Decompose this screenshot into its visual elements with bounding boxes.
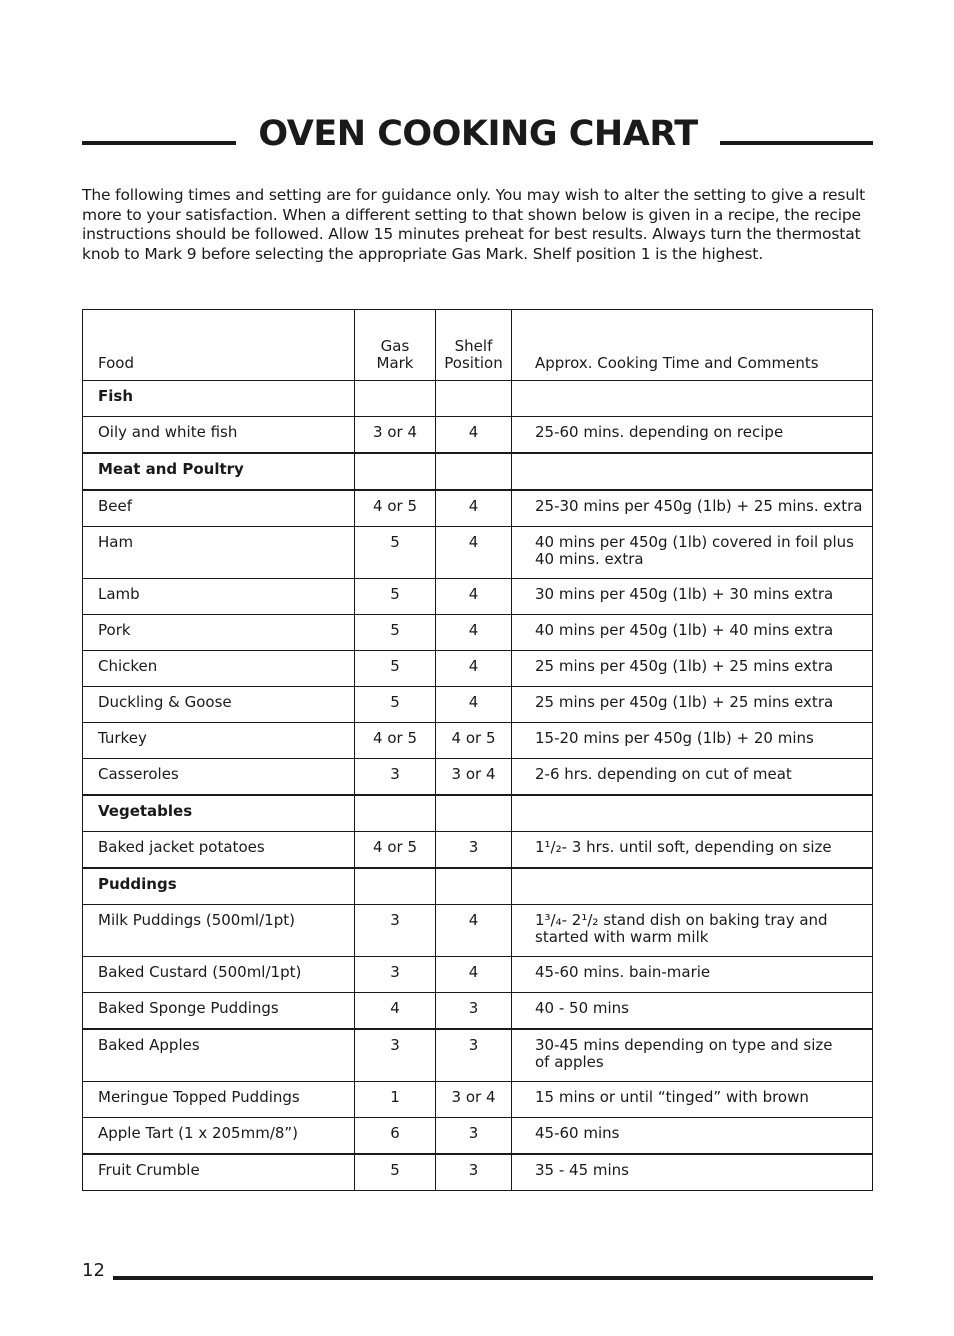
table-row: [83, 1082, 873, 1118]
food-cell: [83, 527, 355, 579]
cooking-time-cell: [512, 868, 873, 905]
shelf-position-cell: [436, 527, 512, 579]
gas-mark-cell-text: [355, 1118, 435, 1142]
gas-mark-cell-line: 1: [390, 1088, 400, 1106]
food-cell-text: [98, 1155, 354, 1179]
food-cell-line: Duckling & Goose: [98, 693, 232, 711]
cooking-time-cell-line: 35 - 45 mins: [535, 1161, 629, 1179]
cooking-time-cell: [512, 1029, 873, 1082]
cooking-time-cell-line-2: of apples: [535, 1053, 604, 1071]
gas-mark-cell-text: [355, 1030, 435, 1054]
gas-mark-cell-line: 3: [390, 911, 400, 929]
shelf-position-cell: [436, 615, 512, 651]
food-cell-text: [98, 993, 354, 1017]
table-row: [83, 615, 873, 651]
cooking-time-cell-line: 1³/₄- 2¹/₂ stand dish on baking tray and: [535, 911, 828, 929]
gas-mark-cell-line: 6: [390, 1124, 400, 1142]
shelf-position-cell: [436, 417, 512, 454]
table-row: [83, 579, 873, 615]
cooking-time-cell: [512, 527, 873, 579]
shelf-position-cell: [436, 795, 512, 832]
food-cell-text: [98, 615, 354, 639]
shelf-position-cell: [436, 1029, 512, 1082]
food-cell-text: [98, 579, 354, 603]
food-cell-line: Milk Puddings (500ml/1pt): [98, 911, 295, 929]
shelf-position-cell: [436, 1082, 512, 1118]
gas-mark-cell: [355, 832, 436, 869]
gas-mark-cell-text: [355, 491, 435, 515]
shelf-position-cell-text: [436, 796, 511, 803]
gas-mark-cell-text: [355, 905, 435, 929]
food-cell-text: [98, 651, 354, 675]
table-row: [83, 527, 873, 579]
header-gas-mark: Gas Mark: [355, 310, 436, 381]
cooking-time-cell-text: [535, 1155, 872, 1179]
cooking-time-cell: [512, 615, 873, 651]
gas-mark-cell: [355, 905, 436, 957]
shelf-position-cell-text: [436, 417, 511, 441]
section-row: [83, 868, 873, 905]
gas-mark-cell-text: [355, 759, 435, 783]
cooking-time-cell-line: 2-6 hrs. depending on cut of meat: [535, 765, 792, 783]
shelf-position-cell-line: 3: [468, 999, 479, 1017]
shelf-position-cell-line: 4: [468, 423, 479, 441]
food-cell: [83, 759, 355, 796]
shelf-position-cell-line: 4: [468, 657, 479, 675]
table-row: [83, 417, 873, 454]
food-cell-line: Baked Custard (500ml/1pt): [98, 963, 302, 981]
food-cell-text: [98, 832, 354, 856]
shelf-position-cell-text: [436, 832, 511, 856]
gas-mark-cell: [355, 527, 436, 579]
cooking-time-cell-line: 45-60 mins. bain-marie: [535, 963, 711, 981]
gas-mark-cell: [355, 957, 436, 993]
gas-mark-cell-text: [355, 417, 435, 441]
gas-mark-cell: [355, 723, 436, 759]
food-cell-line: Ham: [98, 533, 134, 551]
food-cell-line: Fruit Crumble: [98, 1161, 200, 1179]
cooking-time-cell: [512, 957, 873, 993]
gas-mark-cell-text: [355, 832, 435, 856]
food-cell: [83, 1029, 355, 1082]
gas-mark-cell: [355, 1029, 436, 1082]
table-row: [83, 905, 873, 957]
cooking-time-cell: [512, 687, 873, 723]
food-cell: [83, 687, 355, 723]
gas-mark-cell: [355, 615, 436, 651]
food-cell: [83, 868, 355, 905]
food-cell-text: [98, 905, 354, 929]
shelf-position-cell-text: [436, 759, 511, 783]
cooking-time-cell-line: 40 mins per 450g (1lb) + 40 mins extra: [535, 621, 834, 639]
cooking-time-cell-line: 15-20 mins per 450g (1lb) + 20 mins: [535, 729, 814, 747]
table-header-row: [83, 310, 873, 381]
gas-mark-cell-line: 5: [390, 585, 400, 603]
food-cell-line: Beef: [98, 497, 133, 515]
cooking-time-cell: [512, 723, 873, 759]
cooking-time-cell: [512, 651, 873, 687]
shelf-position-cell-line: 3: [468, 1036, 479, 1054]
shelf-position-cell-line: 4 or 5: [451, 729, 496, 747]
table-row: [83, 993, 873, 1030]
shelf-position-cell: [436, 759, 512, 796]
cooking-time-cell-line: 30 mins per 450g (1lb) + 30 mins extra: [535, 585, 834, 603]
page-number: 12: [82, 1260, 105, 1281]
cooking-time-cell-text: [535, 796, 872, 803]
section-row: [83, 381, 873, 417]
table-row: [83, 1154, 873, 1191]
shelf-position-cell-line: 4: [468, 621, 479, 639]
cooking-time-cell: [512, 490, 873, 527]
food-cell: [83, 1154, 355, 1191]
food-cell-line: Chicken: [98, 657, 158, 675]
table-row: [83, 832, 873, 869]
food-cell: [83, 651, 355, 687]
table-row: [83, 1118, 873, 1155]
cooking-time-cell-line: 40 mins per 450g (1lb) covered in foil plus: [535, 533, 854, 551]
shelf-position-cell: [436, 490, 512, 527]
food-cell: [83, 795, 355, 832]
shelf-position-cell: [436, 832, 512, 869]
shelf-position-cell-text: [436, 454, 511, 461]
table-row: [83, 490, 873, 527]
cooking-time-cell-text: [535, 417, 872, 441]
gas-mark-cell-text: [355, 615, 435, 639]
gas-mark-cell-line: 5: [390, 657, 400, 675]
food-cell: [83, 579, 355, 615]
gas-mark-cell: [355, 381, 436, 417]
cooking-time-cell: [512, 1154, 873, 1191]
cooking-time-cell-text: [535, 1118, 872, 1142]
gas-mark-cell: [355, 453, 436, 490]
food-cell-line: Apple Tart (1 x 205mm/8”): [98, 1124, 299, 1142]
gas-mark-cell-text: [355, 796, 435, 803]
shelf-position-cell-line: 4: [468, 533, 479, 551]
food-cell: [83, 453, 355, 490]
cooking-time-cell-text: [535, 491, 872, 515]
shelf-position-cell: [436, 453, 512, 490]
food-cell-text: [98, 687, 354, 711]
cooking-chart-table: [82, 309, 873, 1191]
cooking-time-cell-line: 30-45 mins depending on type and size: [535, 1036, 833, 1054]
food-cell-line: Fish: [98, 387, 133, 405]
gas-mark-cell: [355, 687, 436, 723]
gas-mark-cell: [355, 1082, 436, 1118]
shelf-position-cell: [436, 993, 512, 1030]
food-cell-text: [98, 381, 354, 405]
food-cell-line: Pork: [98, 621, 131, 639]
gas-mark-cell-line: 4 or 5: [373, 729, 417, 747]
food-cell-text: [98, 796, 354, 820]
food-cell-line: Turkey: [98, 729, 147, 747]
food-cell-line: Puddings: [98, 875, 177, 893]
shelf-position-cell-text: [436, 527, 511, 551]
footer-rule: [113, 1276, 873, 1280]
shelf-position-cell-text: [436, 687, 511, 711]
cooking-time-cell-line: 25-30 mins per 450g (1lb) + 25 mins. extra: [535, 497, 863, 515]
shelf-position-cell-text: [436, 993, 511, 1017]
food-cell-line: Baked Sponge Puddings: [98, 999, 279, 1017]
cooking-time-cell: [512, 795, 873, 832]
gas-mark-cell-line: 4 or 5: [373, 838, 417, 856]
shelf-position-cell-line: 4: [468, 963, 479, 981]
food-cell-text: [98, 454, 354, 478]
title-rule-left: [82, 141, 236, 145]
shelf-position-cell: [436, 579, 512, 615]
title-row: [82, 112, 873, 162]
gas-mark-cell-line: 5: [390, 693, 400, 711]
shelf-position-cell: [436, 1118, 512, 1155]
table-row: [83, 957, 873, 993]
shelf-position-cell-text: [436, 1030, 511, 1054]
gas-mark-cell: [355, 490, 436, 527]
section-row: [83, 795, 873, 832]
shelf-position-cell-line: 4: [468, 693, 479, 711]
food-cell-text: [98, 1030, 354, 1054]
shelf-position-cell-line: 4: [468, 911, 479, 929]
food-cell-text: [98, 1118, 354, 1142]
table-row: [83, 723, 873, 759]
cooking-time-cell-text: [535, 651, 872, 675]
cooking-time-cell-text: [535, 615, 872, 639]
gas-mark-cell-line: 3: [390, 765, 400, 783]
food-cell-line: Baked Apples: [98, 1036, 200, 1054]
gas-mark-cell-text: [355, 957, 435, 981]
section-row: [83, 453, 873, 490]
gas-mark-cell: [355, 1154, 436, 1191]
shelf-position-cell-text: [436, 905, 511, 929]
gas-mark-cell-line: 3 or 4: [373, 423, 417, 441]
cooking-time-cell: [512, 1118, 873, 1155]
shelf-position-cell-text: [436, 1155, 511, 1179]
cooking-time-cell-line-2: 40 mins. extra: [535, 550, 644, 568]
gas-mark-cell-text: [355, 454, 435, 461]
cooking-time-cell: [512, 417, 873, 454]
food-cell: [83, 490, 355, 527]
food-cell-text: [98, 1082, 354, 1106]
food-cell: [83, 417, 355, 454]
cooking-time-cell-text: [535, 759, 872, 783]
table-row: [83, 687, 873, 723]
cooking-time-cell-text: [535, 993, 872, 1017]
cooking-time-cell: [512, 832, 873, 869]
shelf-position-cell: [436, 651, 512, 687]
gas-mark-cell-text: [355, 723, 435, 747]
shelf-position-cell: [436, 905, 512, 957]
shelf-position-cell-text: [436, 1118, 511, 1142]
cooking-time-cell-text: [535, 687, 872, 711]
gas-mark-cell: [355, 759, 436, 796]
cooking-time-cell-text: [535, 527, 872, 568]
gas-mark-cell-text: [355, 993, 435, 1017]
cooking-time-cell-text: [535, 957, 872, 981]
shelf-position-cell-text: [436, 869, 511, 876]
gas-mark-cell-text: [355, 687, 435, 711]
shelf-position-cell-text: [436, 615, 511, 639]
food-cell-line: Baked jacket potatoes: [98, 838, 265, 856]
shelf-position-cell-text: [436, 957, 511, 981]
shelf-position-cell-text: [436, 651, 511, 675]
gas-mark-cell: [355, 579, 436, 615]
cooking-time-cell-line: 25 mins per 450g (1lb) + 25 mins extra: [535, 693, 834, 711]
shelf-position-cell: [436, 1154, 512, 1191]
gas-mark-cell-line: 3: [390, 1036, 400, 1054]
cooking-time-cell-line: 15 mins or until “tinged” with brown: [535, 1088, 809, 1106]
shelf-position-cell: [436, 868, 512, 905]
cooking-time-cell-text: [535, 1030, 872, 1071]
food-cell-text: [98, 527, 354, 551]
food-cell-text: [98, 957, 354, 981]
cooking-time-cell: [512, 905, 873, 957]
food-cell-line: Casseroles: [98, 765, 179, 783]
cooking-time-cell-line: 45-60 mins: [535, 1124, 620, 1142]
table-row: [83, 651, 873, 687]
food-cell-line: Oily and white fish: [98, 423, 238, 441]
shelf-position-cell-text: [436, 579, 511, 603]
cooking-time-cell-line-2: started with warm milk: [535, 928, 709, 946]
shelf-position-cell-line: 3: [468, 838, 479, 856]
header-food: Food: [83, 310, 355, 381]
shelf-position-cell-line: 3: [468, 1124, 479, 1142]
cooking-time-cell-text: [535, 579, 872, 603]
cooking-time-cell-line: 25 mins per 450g (1lb) + 25 mins extra: [535, 657, 834, 675]
page-title: OVEN COOKING CHART: [258, 114, 698, 154]
shelf-position-cell-text: [436, 491, 511, 515]
shelf-position-cell-text: [436, 1082, 511, 1106]
gas-mark-cell: [355, 651, 436, 687]
food-cell-text: [98, 723, 354, 747]
food-cell: [83, 615, 355, 651]
intro-paragraph: The following times and setting are for guidance only. You may wish to alter the setting to give a result more to your satisfaction. When a different setting to that shown below is given in a recipe, the recipe instructions should be followed. Allow 15 minutes preheat for best results. Always turn the thermostat knob to Mark 9 before selecting the appropriate Gas Mark. Shelf position 1 is the highest.: [82, 186, 866, 263]
gas-mark-cell: [355, 993, 436, 1030]
food-cell: [83, 957, 355, 993]
cooking-time-cell: [512, 453, 873, 490]
shelf-position-cell: [436, 723, 512, 759]
cooking-time-cell: [512, 993, 873, 1030]
food-cell: [83, 723, 355, 759]
food-cell-line: Lamb: [98, 585, 140, 603]
shelf-position-cell-line: 3: [468, 1161, 479, 1179]
cooking-time-cell-line: 25-60 mins. depending on recipe: [535, 423, 784, 441]
gas-mark-cell-line: 5: [390, 621, 400, 639]
gas-mark-cell: [355, 417, 436, 454]
shelf-position-cell: [436, 687, 512, 723]
food-cell-line: Meringue Topped Puddings: [98, 1088, 300, 1106]
food-cell: [83, 1082, 355, 1118]
title-rule-right: [720, 141, 873, 145]
gas-mark-cell-line: 5: [390, 533, 400, 551]
header-shelf-position: Shelf Position: [436, 310, 512, 381]
cooking-time-cell-text: [535, 723, 872, 747]
gas-mark-cell-text: [355, 1082, 435, 1106]
shelf-position-cell-text: [436, 381, 511, 388]
gas-mark-cell-line: 4: [390, 999, 400, 1017]
gas-mark-cell-text: [355, 869, 435, 876]
cooking-time-cell-text: [535, 869, 872, 876]
gas-mark-cell-text: [355, 651, 435, 675]
table-row: [83, 759, 873, 796]
food-cell: [83, 1118, 355, 1155]
cooking-time-cell-text: [535, 905, 872, 946]
shelf-position-cell: [436, 957, 512, 993]
gas-mark-cell-line: 4 or 5: [373, 497, 417, 515]
gas-mark-cell: [355, 795, 436, 832]
food-cell-text: [98, 417, 354, 441]
food-cell: [83, 993, 355, 1030]
gas-mark-cell: [355, 1118, 436, 1155]
cooking-time-cell: [512, 1082, 873, 1118]
food-cell-line: Vegetables: [98, 802, 193, 820]
food-cell-text: [98, 759, 354, 783]
gas-mark-cell-text: [355, 381, 435, 388]
cooking-time-cell-line: 40 - 50 mins: [535, 999, 629, 1017]
shelf-position-cell: [436, 381, 512, 417]
gas-mark-cell: [355, 868, 436, 905]
cooking-time-cell-text: [535, 1082, 872, 1106]
food-cell-line: Meat and Poultry: [98, 460, 244, 478]
food-cell-text: [98, 491, 354, 515]
cooking-time-cell-text: [535, 381, 872, 388]
table-row: [83, 1029, 873, 1082]
shelf-position-cell-text: [436, 723, 511, 747]
gas-mark-cell-text: [355, 1155, 435, 1179]
cooking-time-cell: [512, 579, 873, 615]
cooking-time-cell-line: 1¹/₂- 3 hrs. until soft, depending on size: [535, 838, 832, 856]
cooking-time-cell-text: [535, 832, 872, 856]
cooking-time-cell: [512, 381, 873, 417]
shelf-position-cell-line: 3 or 4: [451, 765, 496, 783]
shelf-position-cell-line: 4: [468, 497, 479, 515]
table-body: [83, 381, 873, 1191]
cooking-time-cell: [512, 759, 873, 796]
food-cell-text: [98, 869, 354, 893]
gas-mark-cell-text: [355, 527, 435, 551]
shelf-position-cell-line: 4: [468, 585, 479, 603]
shelf-position-cell-line: 3 or 4: [451, 1088, 496, 1106]
header-cooking-time: Approx. Cooking Time and Comments: [512, 310, 873, 381]
gas-mark-cell-text: [355, 579, 435, 603]
gas-mark-cell-line: 5: [390, 1161, 400, 1179]
food-cell: [83, 905, 355, 957]
food-cell: [83, 832, 355, 869]
food-cell: [83, 381, 355, 417]
cooking-time-cell-text: [535, 454, 872, 461]
gas-mark-cell-line: 3: [390, 963, 400, 981]
